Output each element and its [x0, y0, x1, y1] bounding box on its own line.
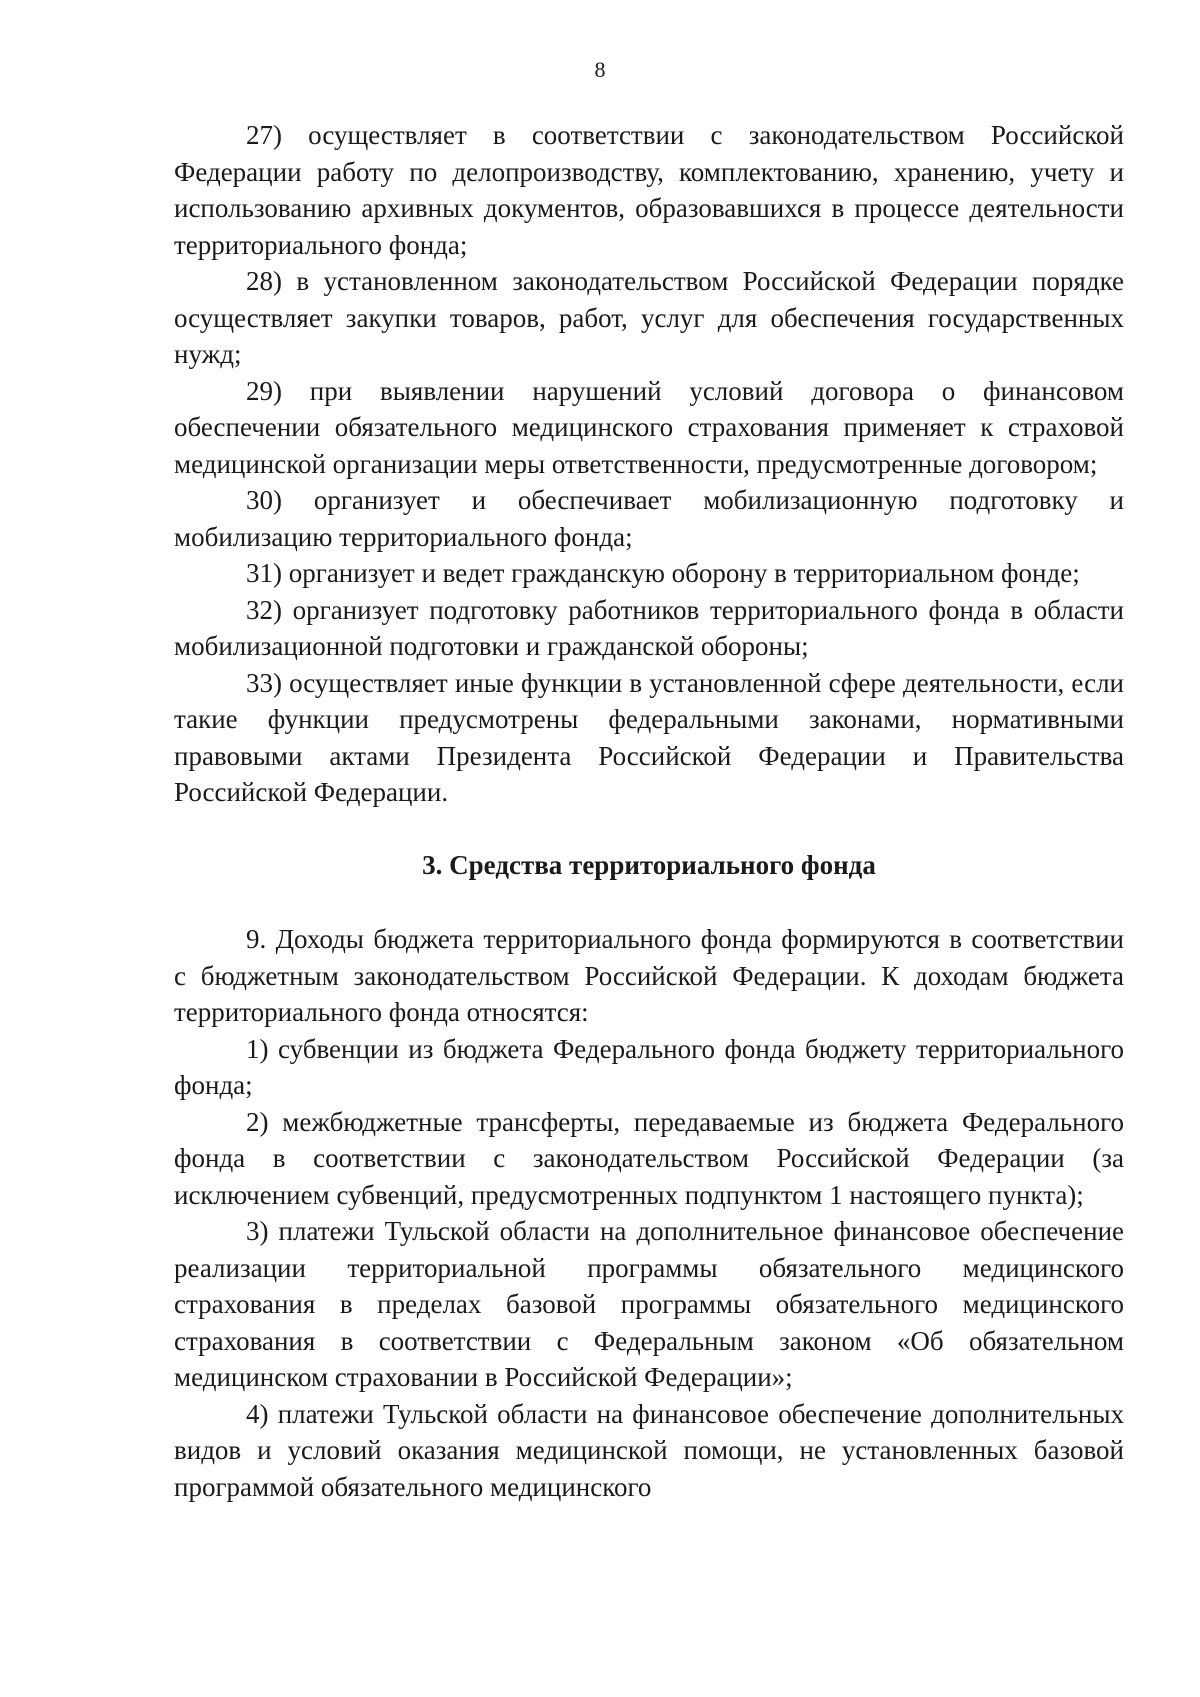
- subclause-2: 2) межбюджетные трансферты, передаваемые из бюджета Федерального фонда в соответствии с законодательством Российской Федерации (за исключением субвенций, предусмотренных подпунктом 1 настоящего пункта);: [174, 1106, 1124, 1210]
- list-item-30: 30) организует и обеспечивает мобилизационную подготовку и мобилизацию территориального фонда;: [174, 485, 1124, 552]
- page-number: 8: [594, 57, 606, 82]
- list-item-33: 33) осуществляет иные функции в установленной сфере деятельности, если такие функции предусмотрены федеральными законами, нормативными правовыми актами Президента Российской Федерации и Правительства Российской Федерации.: [174, 667, 1124, 807]
- subclause-4: 4) платежи Тульской области на финансовое обеспечение дополнительных видов и условий оказания медицинской помощи, не установленных базовой программой обязательного медицинского: [174, 1398, 1124, 1502]
- subclause-3: 3) платежи Тульской области на дополнительное финансовое обеспечение реализации территориальной программы обязательного медицинского страхования в пределах базовой программы обязательного медицинского страхования в соответствии с Федеральным законом «Об обязательном медицинском страховании в Российской Федерации»;: [174, 1216, 1124, 1392]
- list-item-32: 32) организует подготовку работников территориального фонда в области мобилизационной подготовки и гражданской обороны;: [174, 594, 1124, 661]
- document-body: [174, 117, 1124, 1505]
- clause-9: 9. Доходы бюджета территориального фонда формируются в соответствии с бюджетным законодательством Российской Федерации. К доходам бюджета территориального фонда относятся:: [174, 924, 1124, 1027]
- list-item-27: 27) осуществляет в соответствии с законодательством Российской Федерации работу по делопроизводству, комплектованию, хранению, учету и использованию архивных документов, образовавшихся в процессе деятельности территориального фонда;: [174, 120, 1124, 260]
- list-item-29: 29) при выявлении нарушений условий договора о финансовом обеспечении обязательного медицинского страхования применяет к страховой медицинской организации меры ответственности, предусмотренные договором;: [174, 375, 1124, 479]
- section-heading: 3. Средства территориального фонда: [422, 849, 876, 880]
- subclause-1: 1) субвенции из бюджета Федерального фонда бюджету территориального фонда;: [174, 1033, 1124, 1100]
- list-item-28: 28) в установленном законодательством Российской Федерации порядке осуществляет закупки товаров, работ, услуг для обеспечения государственных нужд;: [174, 266, 1124, 369]
- list-item-31: 31) организует и ведет гражданскую оборону в территориальном фонде;: [246, 558, 1080, 588]
